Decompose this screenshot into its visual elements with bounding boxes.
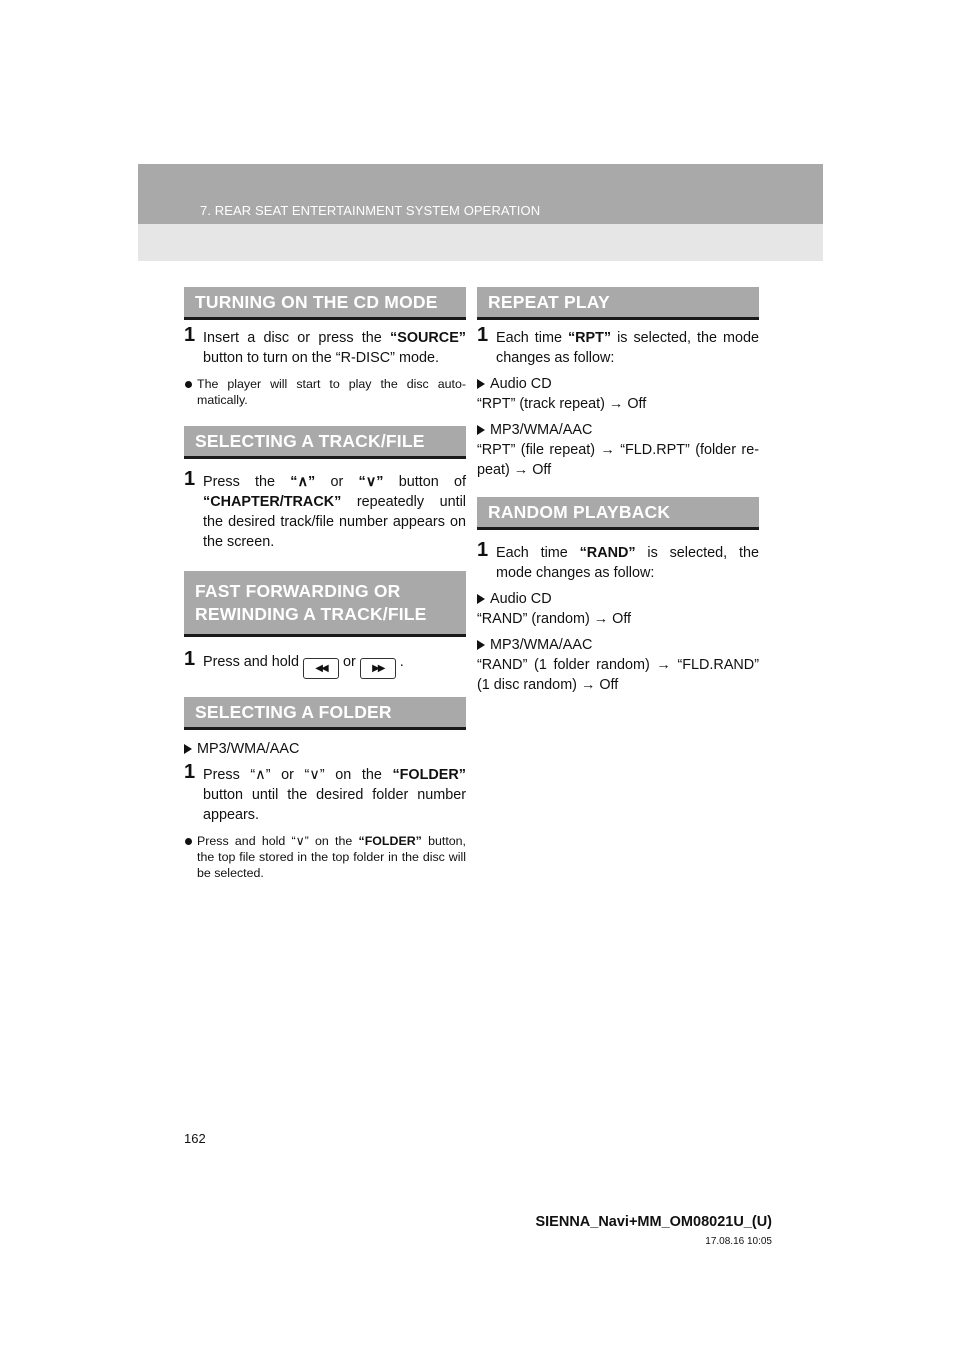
step-number: 1 [477,324,489,346]
note-text: The player will start to play the disc auto-matically. [197,377,466,407]
step-number: 1 [477,539,489,561]
step-press-folder [184,761,466,825]
document-id: SIENNA_Navi+MM_OM08021U_(U) [535,1214,772,1230]
section-heading-cd-mode [184,287,466,320]
step-text: Insert a disc or press the [203,330,391,346]
step-text: . [399,654,404,670]
rand-button-label: “RAND” [579,545,636,561]
heading-text: REPEAT PLAY [488,291,610,312]
repeat-sequence-audio-cd: “RPT” (track repeat) → Off [477,396,647,412]
heading-text: TURNING ON THE CD MODE [195,291,438,312]
right-column [477,287,759,695]
header-band [138,164,823,261]
step-text: Press and hold [203,654,299,670]
format-audio-cd [477,589,759,609]
format-mp3-wma-aac [477,420,759,440]
folder-button-label: “FOLDER” [392,767,466,783]
repeat-sequence-mp3: “RPT” (file repeat) → “FLD.RPT” (folder re-peat) → Off [477,442,759,478]
step-number: 1 [184,761,196,783]
random-sequence-mp3: “RAND” (1 folder random) → “FLD.RAND” (1 disc random) → Off [477,657,759,693]
step-text: button of [383,474,466,490]
section-heading-random-playback [477,497,759,530]
up-symbol: “∧” [290,474,316,490]
heading-text: SELECTING A TRACK/FILE [195,430,425,451]
step-insert-disc [184,324,466,368]
random-sequence-audio-cd: “RAND” (random) → Off [477,611,632,627]
step-number: 1 [184,468,196,490]
section-heading-select-folder [184,697,466,730]
format-mp3-wma-aac [477,635,759,655]
heading-text: RANDOM PLAYBACK [488,501,671,522]
page-number: 162 [184,1131,206,1146]
format-text: Audio CD [490,376,552,392]
step-text: repeatedly until the desired track/file number appears on the screen. [203,494,466,550]
step-rand [477,539,759,583]
step-number: 1 [184,648,196,670]
chapter-track-button-label: “CHAPTER/TRACK” [203,494,342,510]
format-text: MP3/WMA/AAC [197,741,300,757]
step-text: is selected, the mode changes as follow: [496,330,759,366]
triangle-bullet-icon [184,744,192,754]
step-text: is selected, the mode changes as follow: [496,545,759,581]
note-press-hold-folder [184,833,466,881]
heading-line-1: FAST FORWARDING OR [195,580,401,601]
heading-line-2: REWINDING A TRACK/FILE [195,603,427,624]
triangle-bullet-icon [477,425,485,435]
bullet-dot-icon [185,381,192,388]
rpt-button-label: “RPT” [567,330,612,346]
step-number: 1 [184,324,196,346]
source-button-label: “SOURCE” [390,330,466,346]
document-date: 17.08.16 10:05 [705,1236,772,1247]
header-dark-strip [138,164,823,224]
bullet-dot-icon [185,838,192,845]
triangle-bullet-icon [477,594,485,604]
step-text: Press “∧” or “∨” on the [203,767,393,783]
format-text: MP3/WMA/AAC [490,422,593,438]
step-text: Each time [496,545,580,561]
heading-text: SELECTING A FOLDER [195,701,392,722]
step-press-and-hold [184,648,466,679]
step-rpt [477,324,759,368]
format-mp3-wma-aac [184,739,466,759]
format-text: Audio CD [490,591,552,607]
rewind-button-icon: ◀◀ [303,658,339,679]
left-column [184,287,466,881]
step-text: Press the [203,474,291,490]
heading-text [195,580,427,626]
step-press-chapter-track [184,468,466,552]
step-text: button to turn on the “R-DISC” mode. [203,350,439,366]
folder-button-label: “FOLDER” [358,834,422,848]
note-auto-play [184,376,466,408]
note-text: button, the top file stored in the top folder in the disc will be selected. [197,834,466,880]
step-text: or [315,474,359,490]
chapter-title: 7. REAR SEAT ENTERTAINMENT SYSTEM OPERATION [200,203,541,218]
section-heading-fast-forward [184,571,466,637]
section-heading-repeat-play [477,287,759,320]
down-symbol: “∨” [358,474,384,490]
fast-forward-button-icon: ▶▶ [360,658,396,679]
format-text: MP3/WMA/AAC [490,637,593,653]
step-text: button until the desired folder number appears. [203,787,466,823]
section-heading-select-track [184,426,466,459]
note-text: Press and hold “∨” on the [197,834,359,848]
triangle-bullet-icon [477,640,485,650]
step-text: or [343,654,356,670]
step-text: Each time [496,330,568,346]
triangle-bullet-icon [477,379,485,389]
format-audio-cd [477,374,759,394]
